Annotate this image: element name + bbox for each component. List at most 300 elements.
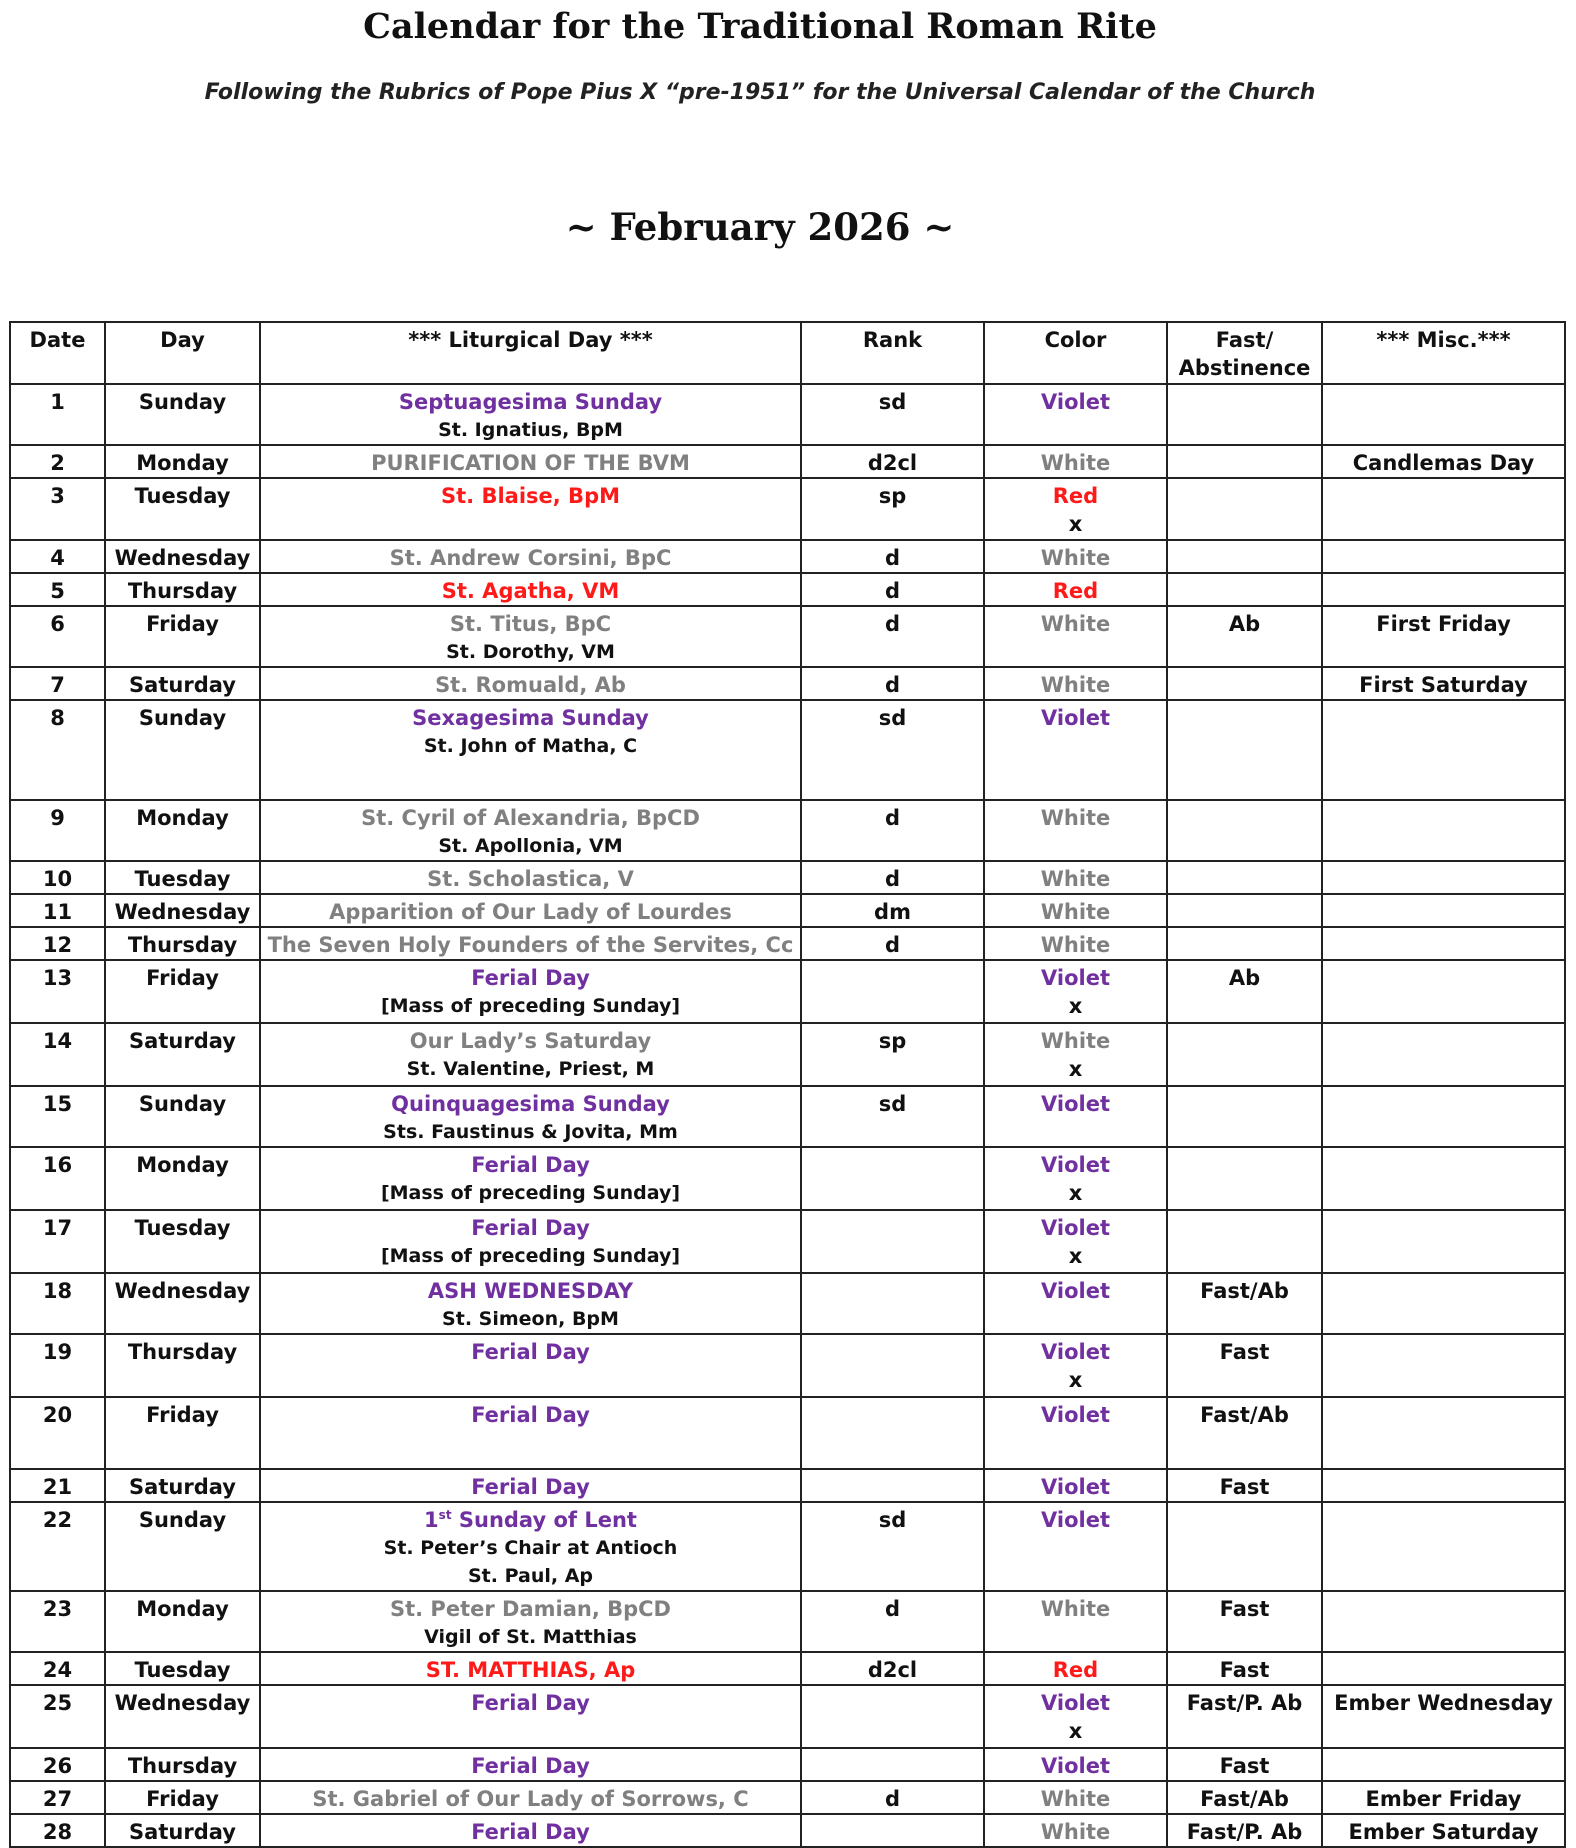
vestment-color: Violet (1041, 1754, 1110, 1778)
cell-rank (801, 960, 984, 1023)
vestment-color: Red (1052, 484, 1099, 508)
cell-liturgical-day (260, 960, 801, 1023)
vestment-color: Violet (1041, 1153, 1110, 1177)
vestment-color: White (1040, 933, 1111, 957)
cell-color (984, 1652, 1167, 1685)
color-mark: x (1068, 512, 1083, 536)
header-misc: *** Misc.*** (1322, 322, 1565, 384)
table-row (10, 1273, 1565, 1334)
cell-fast-abstinence: Fast (1167, 1469, 1322, 1502)
table-row (10, 1334, 1565, 1397)
cell-date: 2 (10, 445, 105, 478)
cell-fast-abstinence: Fast (1167, 1334, 1322, 1397)
cell-fast-abstinence (1167, 384, 1322, 445)
header-row (10, 322, 1565, 384)
header-fast-line2: Abstinence (1178, 356, 1311, 380)
vestment-color: White (1040, 900, 1111, 924)
cell-date: 14 (10, 1023, 105, 1086)
cell-color (984, 1814, 1167, 1847)
cell-liturgical-day (260, 1086, 801, 1147)
commemoration: [Mass of preceding Sunday] (380, 995, 681, 1017)
cell-fast-abstinence (1167, 861, 1322, 894)
cell-day: Friday (105, 1397, 260, 1469)
cell-day: Friday (105, 606, 260, 667)
header-fast-line1: Fast/ (1215, 328, 1274, 352)
liturgical-day-name: Quinquagesima Sunday (391, 1092, 670, 1116)
calendar-table (9, 321, 1566, 1848)
vestment-color: White (1040, 806, 1111, 830)
cell-day: Wednesday (105, 894, 260, 927)
cell-color (984, 700, 1167, 800)
cell-misc (1322, 540, 1565, 573)
commemoration: St. John of Matha, C (423, 735, 638, 757)
table-row (10, 861, 1565, 894)
cell-rank: d2cl (801, 1652, 984, 1685)
cell-fast-abstinence (1167, 573, 1322, 606)
color-mark: x (1068, 1057, 1083, 1081)
cell-day: Tuesday (105, 1210, 260, 1273)
cell-rank: d (801, 927, 984, 960)
cell-fast-abstinence (1167, 700, 1322, 800)
header-day: Day (105, 322, 260, 384)
cell-liturgical-day (260, 478, 801, 540)
cell-day: Tuesday (105, 1652, 260, 1685)
cell-date: 12 (10, 927, 105, 960)
commemoration: St. Valentine, Priest, M (406, 1058, 655, 1080)
liturgical-day-name: St. Gabriel of Our Lady of Sorrows, C (312, 1787, 749, 1811)
cell-misc (1322, 1023, 1565, 1086)
cell-fast-abstinence (1167, 1147, 1322, 1210)
color-mark: x (1068, 1181, 1083, 1205)
cell-rank: d (801, 800, 984, 861)
cell-color (984, 894, 1167, 927)
cell-liturgical-day (260, 1023, 801, 1086)
liturgical-day-name: St. Romuald, Ab (435, 673, 626, 697)
document-subtitle: Following the Rubrics of Pope Pius X “pre-1951” for the Universal Calendar of the Church (204, 80, 1316, 105)
liturgical-day-name: The Seven Holy Founders of the Servites, Cc (267, 933, 794, 957)
cell-misc (1322, 1469, 1565, 1502)
cell-fast-abstinence (1167, 540, 1322, 573)
commemoration: St. Paul, Ap (467, 1565, 593, 1587)
cell-fast-abstinence: Fast/P. Ab (1167, 1814, 1322, 1847)
table-row (10, 1086, 1565, 1147)
vestment-color: Violet (1041, 1508, 1110, 1532)
cell-day: Wednesday (105, 1685, 260, 1748)
cell-day: Sunday (105, 384, 260, 445)
cell-fast-abstinence (1167, 1086, 1322, 1147)
cell-color (984, 861, 1167, 894)
cell-color (984, 1023, 1167, 1086)
cell-rank: dm (801, 894, 984, 927)
cell-liturgical-day (260, 384, 801, 445)
cell-misc: First Friday (1322, 606, 1565, 667)
table-row (10, 384, 1565, 445)
cell-fast-abstinence (1167, 478, 1322, 540)
commemoration: St. Peter’s Chair at Antioch (383, 1537, 678, 1559)
cell-day: Thursday (105, 1748, 260, 1781)
cell-fast-abstinence (1167, 894, 1322, 927)
table-row (10, 1397, 1565, 1469)
table-row (10, 606, 1565, 667)
cell-rank: d (801, 606, 984, 667)
table-row (10, 478, 1565, 540)
liturgical-day-name: Apparition of Our Lady of Lourdes (329, 900, 732, 924)
cell-date: 7 (10, 667, 105, 700)
cell-liturgical-day (260, 445, 801, 478)
cell-misc (1322, 1652, 1565, 1685)
table-row (10, 1210, 1565, 1273)
cell-fast-abstinence: Ab (1167, 960, 1322, 1023)
commemoration: St. Ignatius, BpM (438, 419, 623, 441)
cell-liturgical-day (260, 1147, 801, 1210)
liturgical-day-name: St. Titus, BpC (449, 612, 612, 636)
liturgical-day-name: St. Agatha, VM (441, 579, 620, 603)
cell-date: 11 (10, 894, 105, 927)
cell-date: 17 (10, 1210, 105, 1273)
cell-day: Sunday (105, 1086, 260, 1147)
cell-fast-abstinence (1167, 1210, 1322, 1273)
cell-date: 24 (10, 1652, 105, 1685)
header-fast-abstinence (1167, 322, 1322, 384)
cell-date: 20 (10, 1397, 105, 1469)
cell-day: Thursday (105, 927, 260, 960)
cell-rank: d (801, 573, 984, 606)
commemoration: Sts. Faustinus & Jovita, Mm (383, 1121, 678, 1143)
vestment-color: Violet (1041, 390, 1110, 414)
table-row (10, 1652, 1565, 1685)
cell-date: 6 (10, 606, 105, 667)
cell-fast-abstinence (1167, 1023, 1322, 1086)
cell-rank: d (801, 1781, 984, 1814)
header-date: Date (10, 322, 105, 384)
cell-rank: d (801, 540, 984, 573)
cell-date: 15 (10, 1086, 105, 1147)
cell-day: Friday (105, 1781, 260, 1814)
cell-day: Thursday (105, 573, 260, 606)
calendar-body (10, 384, 1565, 1847)
cell-color (984, 1273, 1167, 1334)
month-heading: ~ February 2026 ~ (565, 205, 955, 249)
cell-misc (1322, 1210, 1565, 1273)
cell-date: 28 (10, 1814, 105, 1847)
cell-date: 22 (10, 1502, 105, 1591)
table-row (10, 1748, 1565, 1781)
color-mark: x (1068, 1719, 1083, 1743)
cell-day: Sunday (105, 1502, 260, 1591)
cell-date: 10 (10, 861, 105, 894)
cell-rank (801, 1397, 984, 1469)
table-row (10, 540, 1565, 573)
cell-color (984, 1748, 1167, 1781)
cell-color (984, 478, 1167, 540)
table-row (10, 1685, 1565, 1748)
cell-fast-abstinence: Fast/Ab (1167, 1273, 1322, 1334)
cell-date: 26 (10, 1748, 105, 1781)
liturgical-day-name: ASH WEDNESDAY (427, 1279, 634, 1303)
table-row (10, 894, 1565, 927)
cell-rank: sd (801, 1502, 984, 1591)
cell-fast-abstinence: Fast/Ab (1167, 1781, 1322, 1814)
vestment-color: Violet (1041, 966, 1110, 990)
commemoration: [Mass of preceding Sunday] (380, 1182, 681, 1204)
cell-fast-abstinence: Fast/Ab (1167, 1397, 1322, 1469)
cell-color (984, 1086, 1167, 1147)
cell-color (984, 445, 1167, 478)
cell-rank (801, 1210, 984, 1273)
cell-misc (1322, 861, 1565, 894)
liturgical-day-name: Ferial Day (471, 966, 590, 990)
vestment-color: White (1040, 612, 1111, 636)
cell-misc (1322, 1273, 1565, 1334)
liturgical-day-name: Ferial Day (471, 1475, 590, 1499)
cell-misc: First Saturday (1322, 667, 1565, 700)
cell-rank: d2cl (801, 445, 984, 478)
header-liturgical-day: *** Liturgical Day *** (260, 322, 801, 384)
cell-rank: d (801, 667, 984, 700)
vestment-color: White (1040, 546, 1111, 570)
table-row (10, 1781, 1565, 1814)
table-row (10, 1469, 1565, 1502)
cell-liturgical-day (260, 700, 801, 800)
cell-rank (801, 1334, 984, 1397)
vestment-color: Violet (1041, 1279, 1110, 1303)
cell-day: Friday (105, 960, 260, 1023)
vestment-color: White (1040, 867, 1111, 891)
header-rank: Rank (801, 322, 984, 384)
cell-fast-abstinence: Ab (1167, 606, 1322, 667)
header-color: Color (984, 322, 1167, 384)
vestment-color: Violet (1041, 1691, 1110, 1715)
cell-color (984, 1397, 1167, 1469)
cell-fast-abstinence (1167, 1502, 1322, 1591)
cell-misc (1322, 1086, 1565, 1147)
liturgical-day-name: St. Scholastica, V (427, 867, 634, 891)
cell-rank: sp (801, 478, 984, 540)
cell-liturgical-day (260, 1469, 801, 1502)
cell-rank: sd (801, 700, 984, 800)
ordinal-number: 1 (424, 1508, 439, 1532)
cell-date: 5 (10, 573, 105, 606)
vestment-color: White (1040, 1029, 1111, 1053)
cell-color (984, 927, 1167, 960)
liturgical-day-name: PURIFICATION OF THE BVM (371, 451, 690, 475)
cell-rank: sp (801, 1023, 984, 1086)
liturgical-day-name: Sexagesima Sunday (412, 706, 649, 730)
cell-misc (1322, 1334, 1565, 1397)
cell-liturgical-day (260, 1781, 801, 1814)
cell-misc: Ember Saturday (1322, 1814, 1565, 1847)
vestment-color: Violet (1041, 1403, 1110, 1427)
cell-date: 21 (10, 1469, 105, 1502)
vestment-color: Violet (1041, 1092, 1110, 1116)
liturgical-day-name: Our Lady’s Saturday (409, 1029, 652, 1053)
liturgical-day-name: Ferial Day (471, 1820, 590, 1844)
vestment-color: Red (1052, 1658, 1099, 1682)
cell-misc (1322, 894, 1565, 927)
cell-day: Tuesday (105, 478, 260, 540)
liturgical-day-name: Ferial Day (471, 1216, 590, 1240)
table-row (10, 445, 1565, 478)
liturgical-day-name: Ferial Day (471, 1691, 590, 1715)
cell-rank (801, 1748, 984, 1781)
cell-color (984, 1502, 1167, 1591)
table-row (10, 573, 1565, 606)
table-row (10, 1814, 1565, 1847)
cell-liturgical-day (260, 800, 801, 861)
cell-misc (1322, 478, 1565, 540)
cell-fast-abstinence: Fast (1167, 1591, 1322, 1652)
cell-liturgical-day (260, 540, 801, 573)
cell-rank (801, 1814, 984, 1847)
cell-misc (1322, 573, 1565, 606)
cell-liturgical-day (260, 1748, 801, 1781)
cell-day: Saturday (105, 1023, 260, 1086)
liturgical-day-name: St. Cyril of Alexandria, BpCD (361, 806, 700, 830)
cell-fast-abstinence (1167, 800, 1322, 861)
vestment-color: Violet (1041, 1340, 1110, 1364)
cell-misc (1322, 960, 1565, 1023)
liturgical-day-name: St. Blaise, BpM (441, 484, 620, 508)
cell-date: 4 (10, 540, 105, 573)
document-title: Calendar for the Traditional Roman Rite (363, 6, 1157, 47)
cell-rank (801, 1685, 984, 1748)
cell-liturgical-day (260, 606, 801, 667)
cell-day: Saturday (105, 1469, 260, 1502)
cell-rank (801, 1469, 984, 1502)
cell-day: Saturday (105, 1814, 260, 1847)
vestment-color: Violet (1041, 706, 1110, 730)
commemoration: St. Simeon, BpM (442, 1308, 619, 1330)
cell-liturgical-day (260, 1652, 801, 1685)
cell-liturgical-day (260, 861, 801, 894)
table-row (10, 667, 1565, 700)
cell-misc (1322, 700, 1565, 800)
cell-color (984, 667, 1167, 700)
cell-date: 23 (10, 1591, 105, 1652)
cell-fast-abstinence: Fast/P. Ab (1167, 1685, 1322, 1748)
cell-date: 13 (10, 960, 105, 1023)
cell-misc (1322, 800, 1565, 861)
cell-misc (1322, 1502, 1565, 1591)
color-mark: x (1068, 1368, 1083, 1392)
table-row (10, 960, 1565, 1023)
color-mark: x (1068, 994, 1083, 1018)
cell-misc (1322, 384, 1565, 445)
cell-rank: sd (801, 384, 984, 445)
cell-rank: sd (801, 1086, 984, 1147)
table-row (10, 1502, 1565, 1591)
cell-liturgical-day (260, 1210, 801, 1273)
liturgical-day-text: Sunday of Lent (451, 1508, 637, 1532)
cell-color (984, 1781, 1167, 1814)
cell-day: Thursday (105, 1334, 260, 1397)
vestment-color: Violet (1041, 1475, 1110, 1499)
color-mark: x (1068, 1244, 1083, 1268)
cell-day: Saturday (105, 667, 260, 700)
vestment-color: Red (1052, 579, 1099, 603)
vestment-color: White (1040, 451, 1111, 475)
cell-day: Monday (105, 1591, 260, 1652)
cell-misc: Candlemas Day (1322, 445, 1565, 478)
cell-day: Wednesday (105, 1273, 260, 1334)
cell-liturgical-day (260, 1591, 801, 1652)
cell-liturgical-day (260, 1397, 801, 1469)
cell-fast-abstinence (1167, 445, 1322, 478)
cell-color (984, 1685, 1167, 1748)
liturgical-day-name: Septuagesima Sunday (398, 390, 663, 414)
liturgical-day-name: Ferial Day (471, 1340, 590, 1364)
cell-fast-abstinence (1167, 667, 1322, 700)
vestment-color: Violet (1041, 1216, 1110, 1240)
cell-color (984, 1334, 1167, 1397)
commemoration: St. Dorothy, VM (446, 641, 615, 663)
cell-date: 27 (10, 1781, 105, 1814)
cell-day: Tuesday (105, 861, 260, 894)
cell-color (984, 800, 1167, 861)
cell-fast-abstinence: Fast (1167, 1652, 1322, 1685)
commemoration: [Mass of preceding Sunday] (380, 1245, 681, 1267)
vestment-color: White (1040, 673, 1111, 697)
liturgical-day-name: ST. MATTHIAS, Ap (425, 1658, 636, 1682)
cell-color (984, 1147, 1167, 1210)
cell-day: Sunday (105, 700, 260, 800)
cell-color (984, 1469, 1167, 1502)
liturgical-day-name: Ferial Day (471, 1403, 590, 1427)
cell-misc (1322, 1591, 1565, 1652)
cell-date: 9 (10, 800, 105, 861)
cell-date: 19 (10, 1334, 105, 1397)
cell-color (984, 384, 1167, 445)
cell-color (984, 1210, 1167, 1273)
cell-date: 25 (10, 1685, 105, 1748)
cell-day: Wednesday (105, 540, 260, 573)
table-row (10, 800, 1565, 861)
commemoration: St. Apollonia, VM (438, 835, 623, 857)
cell-liturgical-day (260, 1685, 801, 1748)
cell-date: 3 (10, 478, 105, 540)
cell-rank: d (801, 861, 984, 894)
liturgical-day-name: Ferial Day (471, 1153, 590, 1177)
cell-date: 1 (10, 384, 105, 445)
cell-day: Monday (105, 1147, 260, 1210)
cell-misc: Ember Wednesday (1322, 1685, 1565, 1748)
cell-rank (801, 1147, 984, 1210)
cell-liturgical-day (260, 573, 801, 606)
table-row (10, 927, 1565, 960)
cell-color (984, 960, 1167, 1023)
cell-liturgical-day (260, 927, 801, 960)
table-row (10, 700, 1565, 800)
cell-date: 18 (10, 1273, 105, 1334)
cell-liturgical-day (260, 1273, 801, 1334)
cell-liturgical-day (260, 894, 801, 927)
cell-misc (1322, 1748, 1565, 1781)
cell-color (984, 573, 1167, 606)
cell-misc (1322, 927, 1565, 960)
liturgical-day-name: St. Peter Damian, BpCD (389, 1597, 671, 1621)
cell-misc (1322, 1397, 1565, 1469)
table-row (10, 1147, 1565, 1210)
cell-rank: d (801, 1591, 984, 1652)
cell-day: Monday (105, 800, 260, 861)
cell-date: 8 (10, 700, 105, 800)
ordinal-suffix: st (438, 1508, 452, 1522)
liturgical-day-name (263, 1506, 798, 1534)
vestment-color: White (1040, 1820, 1111, 1844)
cell-fast-abstinence (1167, 927, 1322, 960)
table-row (10, 1591, 1565, 1652)
cell-liturgical-day (260, 667, 801, 700)
